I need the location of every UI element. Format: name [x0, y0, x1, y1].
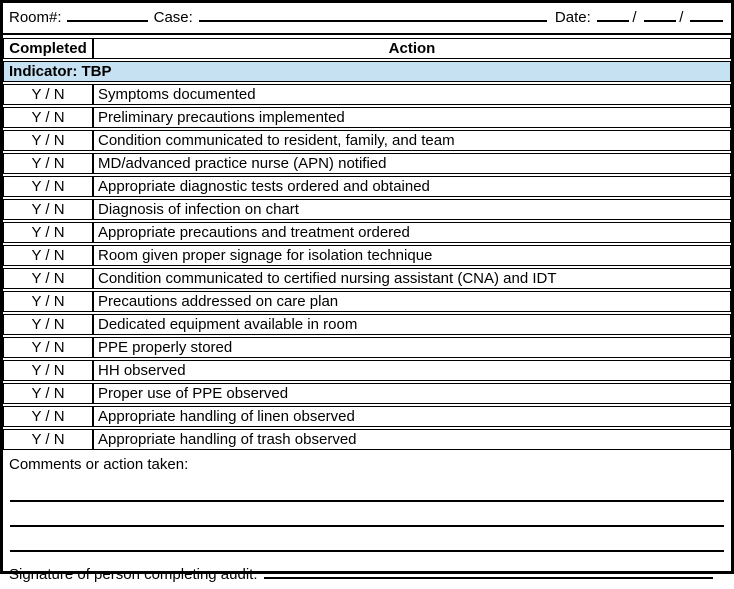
action-text: Preliminary precautions implemented: [93, 107, 731, 128]
action-text: Diagnosis of infection on chart: [93, 199, 731, 220]
table-row: [3, 268, 731, 289]
action-text: Proper use of PPE observed: [93, 383, 731, 404]
yes-no-choice[interactable]: Y / N: [3, 383, 93, 404]
table-row: [3, 153, 731, 174]
audit-checklist-table: [3, 36, 731, 452]
action-text: Dedicated equipment available in room: [93, 314, 731, 335]
yes-no-choice[interactable]: Y / N: [3, 406, 93, 427]
yes-no-choice[interactable]: Y / N: [3, 314, 93, 335]
action-text: Condition communicated to certified nursing assistant (CNA) and IDT: [93, 268, 731, 289]
room-input-line[interactable]: [67, 7, 148, 22]
action-text: HH observed: [93, 360, 731, 381]
comments-input-line[interactable]: [10, 502, 724, 527]
signature-input-line[interactable]: [264, 564, 714, 579]
action-text: Room given proper signage for isolation technique: [93, 245, 731, 266]
yes-no-choice[interactable]: Y / N: [3, 360, 93, 381]
signature-label: Signature of person completing audit:: [9, 566, 258, 583]
action-text: Appropriate handling of linen observed: [93, 406, 731, 427]
yes-no-choice[interactable]: Y / N: [3, 107, 93, 128]
form-footer: [3, 452, 731, 589]
date-day-input-line[interactable]: [644, 7, 677, 22]
table-row: [3, 84, 731, 105]
action-column-header: Action: [93, 38, 731, 59]
table-row: [3, 199, 731, 220]
table-row: [3, 314, 731, 335]
action-text: MD/advanced practice nurse (APN) notified: [93, 153, 731, 174]
yes-no-choice[interactable]: Y / N: [3, 130, 93, 151]
case-label: Case:: [153, 9, 193, 26]
date-year-input-line[interactable]: [690, 7, 723, 22]
action-text: Appropriate diagnostic tests ordered and obtained: [93, 176, 731, 197]
yes-no-choice[interactable]: Y / N: [3, 268, 93, 289]
date-separator: /: [632, 9, 637, 26]
table-row: [3, 291, 731, 312]
action-text: Precautions addressed on care plan: [93, 291, 731, 312]
comments-input-line[interactable]: [10, 477, 724, 502]
action-text: Appropriate precautions and treatment ordered: [93, 222, 731, 243]
date-separator: /: [679, 9, 684, 26]
yes-no-choice[interactable]: Y / N: [3, 84, 93, 105]
action-text: Condition communicated to resident, family, and team: [93, 130, 731, 151]
case-input-line[interactable]: [199, 7, 547, 22]
comments-input-line[interactable]: [10, 527, 724, 552]
table-row: [3, 406, 731, 427]
table-row: [3, 176, 731, 197]
action-text: PPE properly stored: [93, 337, 731, 358]
table-row: [3, 107, 731, 128]
comments-label: Comments or action taken:: [9, 456, 189, 473]
yes-no-choice[interactable]: Y / N: [3, 153, 93, 174]
table-row: [3, 130, 731, 151]
yes-no-choice[interactable]: Y / N: [3, 291, 93, 312]
date-month-input-line[interactable]: [597, 7, 630, 22]
table-row: [3, 429, 731, 450]
action-text: Symptoms documented: [93, 84, 731, 105]
yes-no-choice[interactable]: Y / N: [3, 429, 93, 450]
yes-no-choice[interactable]: Y / N: [3, 245, 93, 266]
yes-no-choice[interactable]: Y / N: [3, 176, 93, 197]
table-row: [3, 360, 731, 381]
form-header: [3, 3, 731, 35]
indicator-row: [3, 61, 731, 82]
table-row: [3, 222, 731, 243]
table-row: [3, 337, 731, 358]
yes-no-choice[interactable]: Y / N: [3, 199, 93, 220]
table-row: [3, 383, 731, 404]
yes-no-choice[interactable]: Y / N: [3, 337, 93, 358]
date-label: Date:: [554, 9, 591, 26]
indicator-label: Indicator: TBP: [3, 61, 731, 82]
action-text: Appropriate handling of trash observed: [93, 429, 731, 450]
room-label: Room#:: [9, 9, 62, 26]
completed-column-header: Completed: [3, 38, 93, 59]
table-header-row: [3, 38, 731, 59]
table-row: [3, 245, 731, 266]
yes-no-choice[interactable]: Y / N: [3, 222, 93, 243]
